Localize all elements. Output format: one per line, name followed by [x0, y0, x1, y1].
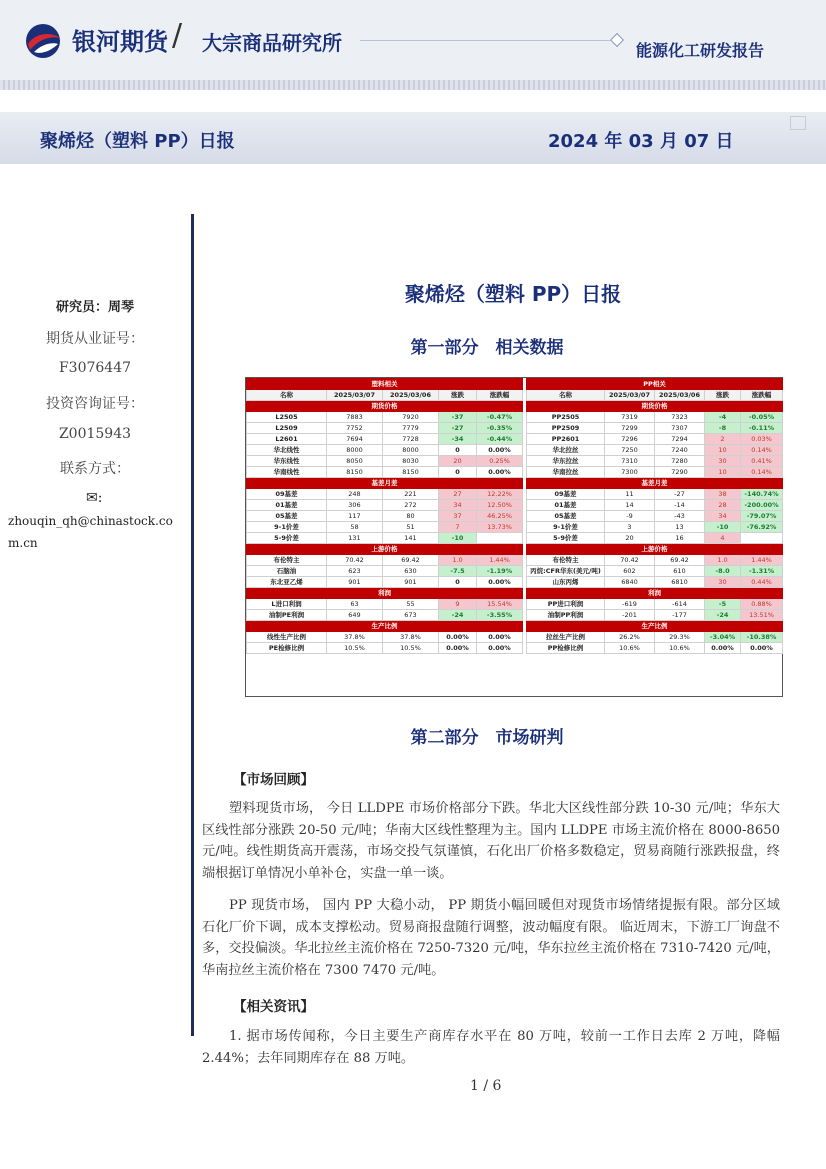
row-name: 丙烷:CFR华东(美元/吨) — [527, 566, 605, 577]
value-current: 26.2% — [605, 632, 655, 643]
value-previous: 7294 — [655, 434, 705, 445]
change-percent: 0.00% — [477, 643, 523, 654]
value-current: 11 — [605, 489, 655, 500]
value-current: -201 — [605, 610, 655, 621]
row-name: 华东拉丝 — [527, 456, 605, 467]
header-deco-line — [360, 40, 610, 41]
row-name: 9-1价差 — [247, 522, 327, 533]
section-label: 期货价格 — [527, 401, 783, 412]
column-header: 涨跌 — [705, 390, 741, 401]
change-percent: 0.88% — [741, 599, 783, 610]
table-row — [247, 511, 523, 522]
change-value: 1.0 — [705, 555, 741, 566]
value-previous: 610 — [655, 566, 705, 577]
value-current: 6840 — [605, 577, 655, 588]
section-label: 利润 — [527, 588, 783, 599]
value-current: 248 — [327, 489, 383, 500]
pp-table — [526, 378, 783, 654]
table-row — [527, 412, 783, 423]
value-previous: 7290 — [655, 467, 705, 478]
change-value: -27 — [439, 423, 477, 434]
change-value: -10 — [705, 522, 741, 533]
table-row — [247, 632, 523, 643]
table-title: PP相关 — [527, 379, 783, 390]
row-name: PE检修比例 — [247, 643, 327, 654]
row-name: 华东线性 — [247, 456, 327, 467]
plastic-table — [246, 378, 523, 654]
change-value: -24 — [439, 610, 477, 621]
value-current: 7694 — [327, 434, 383, 445]
change-value: 0.00% — [439, 643, 477, 654]
title-bar-deco — [790, 116, 806, 130]
table-row — [527, 610, 783, 621]
value-current: 117 — [327, 511, 383, 522]
change-value: 2 — [705, 434, 741, 445]
section-row — [527, 621, 783, 632]
section-row — [247, 544, 523, 555]
change-percent: -79.07% — [741, 511, 783, 522]
row-name: 01基差 — [527, 500, 605, 511]
value-current: 10.5% — [327, 643, 383, 654]
change-percent: 0.14% — [741, 445, 783, 456]
table-row — [247, 445, 523, 456]
table-title: 塑料相关 — [247, 379, 523, 390]
section-row — [527, 544, 783, 555]
table-row — [527, 643, 783, 654]
change-percent: -3.55% — [477, 610, 523, 621]
table-row — [527, 566, 783, 577]
change-percent: 15.54% — [477, 599, 523, 610]
row-name: PP进口利润 — [527, 599, 605, 610]
value-previous: 37.8% — [383, 632, 439, 643]
section-row — [247, 588, 523, 599]
change-percent: 0.00% — [477, 445, 523, 456]
institute-name: 大宗商品研究所 — [202, 31, 342, 55]
change-value: 34 — [705, 511, 741, 522]
row-name: PP2601 — [527, 434, 605, 445]
section-label: 上游价格 — [247, 544, 523, 555]
change-value: 7 — [439, 522, 477, 533]
row-name: 油制PE利润 — [247, 610, 327, 621]
value-previous: 7728 — [383, 434, 439, 445]
section-row — [527, 588, 783, 599]
table-row — [247, 522, 523, 533]
value-previous: 141 — [383, 533, 439, 544]
value-previous: 7920 — [383, 412, 439, 423]
change-percent: -140.74% — [741, 489, 783, 500]
table-row — [527, 423, 783, 434]
row-name: L2505 — [247, 412, 327, 423]
table-row — [247, 500, 523, 511]
table-row — [527, 522, 783, 533]
row-name: 9-1价差 — [527, 522, 605, 533]
value-previous: 673 — [383, 610, 439, 621]
change-percent: -1.31% — [741, 566, 783, 577]
market-review-label: 【市场回顾】 — [233, 772, 314, 788]
row-name: 拉丝生产比例 — [527, 632, 605, 643]
change-percent: 0.14% — [741, 467, 783, 478]
value-previous: 80 — [383, 511, 439, 522]
value-previous: 8000 — [383, 445, 439, 456]
value-current: 7752 — [327, 423, 383, 434]
change-value: 4 — [705, 533, 741, 544]
change-value: -7.5 — [439, 566, 477, 577]
change-percent: 0.44% — [741, 577, 783, 588]
value-previous: 8150 — [383, 467, 439, 478]
column-header: 2025/03/06 — [655, 390, 705, 401]
change-percent: -0.44% — [477, 434, 523, 445]
page-number: 1 / 6 — [470, 1078, 502, 1094]
table-row — [527, 555, 783, 566]
table-row — [527, 577, 783, 588]
news-paragraph-1: 1. 据市场传闻称，今日主要生产商库存水平在 80 万吨，较前一工作日去库 2 万吨，降幅 2.44%；去年同期库存在 88 万吨。 — [202, 1029, 780, 1066]
section-label: 基差月差 — [247, 478, 523, 489]
section-row — [527, 401, 783, 412]
galaxy-logo-icon — [22, 22, 64, 60]
value-current: 7310 — [605, 456, 655, 467]
value-current: 7883 — [327, 412, 383, 423]
section-row — [247, 621, 523, 632]
section-label: 上游价格 — [527, 544, 783, 555]
table-row — [247, 456, 523, 467]
change-percent: 13.73% — [477, 522, 523, 533]
value-previous: 10.5% — [383, 643, 439, 654]
table-header-row — [527, 390, 783, 401]
row-name: L进口利润 — [247, 599, 327, 610]
value-current: 10.6% — [605, 643, 655, 654]
value-current: 623 — [327, 566, 383, 577]
row-name: PP2505 — [527, 412, 605, 423]
value-current: 14 — [605, 500, 655, 511]
value-current: 602 — [605, 566, 655, 577]
table-row — [527, 533, 783, 544]
value-previous: 901 — [383, 577, 439, 588]
change-percent: 0.00% — [477, 467, 523, 478]
change-value: -8 — [705, 423, 741, 434]
change-percent: 0.00% — [741, 643, 783, 654]
market-review-paragraph-2: PP 现货市场， 国内 PP 大稳小动， PP 期货小幅回暖但对现货市场情绪提振有限。部分区域石化厂价下调，成本支撑松动。贸易商报盘随行调整，波动幅度有限。 临近周末，下游工厂询盘不多，交投偏淡。华北拉丝主流价格在 7250-7320 元/吨，华东拉丝主流价格在 7310-7420 元/吨，华南拉丝主流价格在 7300 7470 元/吨。 — [202, 898, 780, 978]
report-title: 聚烯烃（塑料 PP）日报 — [40, 131, 235, 152]
value-previous: 7280 — [655, 456, 705, 467]
change-percent: 0.25% — [477, 456, 523, 467]
change-percent: 0.00% — [477, 577, 523, 588]
consult-number: Z0015943 — [58, 426, 132, 442]
row-name: PP2509 — [527, 423, 605, 434]
change-value: 34 — [439, 500, 477, 511]
row-name: 5-9价差 — [527, 533, 605, 544]
row-name: 线性生产比例 — [247, 632, 327, 643]
row-name: L2601 — [247, 434, 327, 445]
value-current: 70.42 — [327, 555, 383, 566]
value-previous: 7779 — [383, 423, 439, 434]
value-previous: 221 — [383, 489, 439, 500]
change-value: 20 — [439, 456, 477, 467]
value-previous: 7307 — [655, 423, 705, 434]
table-row — [247, 533, 523, 544]
change-value: -37 — [439, 412, 477, 423]
column-header: 名称 — [247, 390, 327, 401]
section-row — [527, 478, 783, 489]
change-percent: 12.22% — [477, 489, 523, 500]
value-current: 8050 — [327, 456, 383, 467]
section-1-heading: 第一部分 相关数据 — [410, 338, 564, 358]
change-percent: 12.50% — [477, 500, 523, 511]
change-value: -34 — [439, 434, 477, 445]
row-name: 华北拉丝 — [527, 445, 605, 456]
contact-email[interactable]: zhouqin_qh@chinastock.com.cn — [8, 514, 173, 550]
change-value: 30 — [705, 577, 741, 588]
value-current: 70.42 — [605, 555, 655, 566]
change-value: 0.00% — [705, 643, 741, 654]
value-current: 306 — [327, 500, 383, 511]
change-percent: -0.05% — [741, 412, 783, 423]
change-value: 10 — [705, 445, 741, 456]
change-percent — [477, 533, 523, 544]
value-current: 131 — [327, 533, 383, 544]
table-row — [247, 610, 523, 621]
row-name: 05基差 — [527, 511, 605, 522]
report-type: 能源化工研发报告 — [636, 41, 765, 60]
row-name: 石脑油 — [247, 566, 327, 577]
value-current: 7250 — [605, 445, 655, 456]
value-current: 58 — [327, 522, 383, 533]
table-row — [247, 643, 523, 654]
change-value: 28 — [705, 500, 741, 511]
change-percent — [741, 533, 783, 544]
main-title: 聚烯烃（塑料 PP）日报 — [404, 282, 622, 306]
value-previous: -177 — [655, 610, 705, 621]
header-band — [0, 80, 826, 90]
change-value: 10 — [705, 467, 741, 478]
change-value: 0 — [439, 445, 477, 456]
value-current: 20 — [605, 533, 655, 544]
change-percent: 0.00% — [477, 632, 523, 643]
value-current: 7300 — [605, 467, 655, 478]
value-previous: -43 — [655, 511, 705, 522]
row-name: 油制PP利润 — [527, 610, 605, 621]
section-2-heading: 第二部分 市场研判 — [410, 728, 564, 748]
table-row — [247, 412, 523, 423]
column-header: 名称 — [527, 390, 605, 401]
change-value: 0 — [439, 467, 477, 478]
table-title-row — [527, 379, 783, 390]
change-value: 27 — [439, 489, 477, 500]
value-current: 901 — [327, 577, 383, 588]
section-row — [247, 401, 523, 412]
analyst-name: 研究员：周琴 — [55, 300, 134, 315]
value-current: 8000 — [327, 445, 383, 456]
table-row — [527, 489, 783, 500]
report-date: 2024 年 03 月 07 日 — [548, 131, 734, 152]
row-name: PP检修比例 — [527, 643, 605, 654]
row-name: 09基差 — [527, 489, 605, 500]
change-percent: 0.41% — [741, 456, 783, 467]
value-previous: 69.42 — [383, 555, 439, 566]
change-percent: -0.11% — [741, 423, 783, 434]
table-row — [247, 423, 523, 434]
change-value: 30 — [705, 456, 741, 467]
value-previous: 29.3% — [655, 632, 705, 643]
change-value: -24 — [705, 610, 741, 621]
value-current: 7299 — [605, 423, 655, 434]
value-current: 3 — [605, 522, 655, 533]
value-previous: 10.6% — [655, 643, 705, 654]
table-row — [247, 467, 523, 478]
change-value: 0.00% — [439, 632, 477, 643]
value-current: 649 — [327, 610, 383, 621]
column-header: 涨跌 — [439, 390, 477, 401]
change-percent: -200.00% — [741, 500, 783, 511]
value-previous: 16 — [655, 533, 705, 544]
change-percent: -76.92% — [741, 522, 783, 533]
change-percent: 13.51% — [741, 610, 783, 621]
change-value: 0 — [439, 577, 477, 588]
table-row — [527, 445, 783, 456]
consult-label: 投资咨询证号： — [46, 396, 144, 412]
value-current: -619 — [605, 599, 655, 610]
table-row — [527, 599, 783, 610]
section-label: 利润 — [247, 588, 523, 599]
value-previous: 13 — [655, 522, 705, 533]
column-header: 2025/03/06 — [383, 390, 439, 401]
column-header: 2025/03/07 — [605, 390, 655, 401]
section-label: 生产比例 — [527, 621, 783, 632]
value-current: 8150 — [327, 467, 383, 478]
envelope-icon: ✉: — [86, 490, 103, 506]
value-previous: 8030 — [383, 456, 439, 467]
value-current: 7319 — [605, 412, 655, 423]
value-previous: -14 — [655, 500, 705, 511]
row-name: 华北线性 — [247, 445, 327, 456]
header-divider: / — [172, 18, 183, 53]
row-name: 华南线性 — [247, 467, 327, 478]
table-row — [527, 456, 783, 467]
row-name: 东北亚乙烯 — [247, 577, 327, 588]
change-percent: -0.47% — [477, 412, 523, 423]
section-label: 生产比例 — [247, 621, 523, 632]
cert-number: F3076447 — [58, 360, 132, 376]
table-row — [247, 577, 523, 588]
data-tables — [245, 377, 783, 697]
row-name: 5-9价差 — [247, 533, 327, 544]
row-name: 09基差 — [247, 489, 327, 500]
change-percent: 0.03% — [741, 434, 783, 445]
contact-label: 联系方式： — [60, 461, 130, 477]
change-percent: -0.35% — [477, 423, 523, 434]
value-previous: 51 — [383, 522, 439, 533]
section-row — [247, 478, 523, 489]
table-row — [247, 555, 523, 566]
table-header-row — [247, 390, 523, 401]
column-header: 涨跌幅 — [477, 390, 523, 401]
change-percent: 1.44% — [741, 555, 783, 566]
value-previous: -614 — [655, 599, 705, 610]
value-previous: 7323 — [655, 412, 705, 423]
value-current: -9 — [605, 511, 655, 522]
table-row — [527, 511, 783, 522]
table-row — [247, 489, 523, 500]
row-name: L2509 — [247, 423, 327, 434]
row-name: 山东丙烯 — [527, 577, 605, 588]
row-name: 布伦特主 — [247, 555, 327, 566]
row-name: 05基差 — [247, 511, 327, 522]
change-value: -5 — [705, 599, 741, 610]
table-row — [527, 500, 783, 511]
news-label: 【相关资讯】 — [233, 999, 314, 1015]
change-value: -3.04% — [705, 632, 741, 643]
table-row — [527, 632, 783, 643]
value-previous: 7240 — [655, 445, 705, 456]
table-row — [247, 599, 523, 610]
change-percent: -1.19% — [477, 566, 523, 577]
change-value: 37 — [439, 511, 477, 522]
column-header: 2025/03/07 — [327, 390, 383, 401]
change-percent: 46.25% — [477, 511, 523, 522]
brand-name: 银河期货 — [72, 28, 168, 56]
change-value: -10 — [439, 533, 477, 544]
value-previous: 6810 — [655, 577, 705, 588]
value-previous: 630 — [383, 566, 439, 577]
cert-label: 期货从业证号： — [46, 331, 144, 347]
value-current: 7296 — [605, 434, 655, 445]
table-row — [247, 434, 523, 445]
value-previous: 272 — [383, 500, 439, 511]
column-header: 涨跌幅 — [741, 390, 783, 401]
sidebar-divider — [191, 214, 194, 1036]
section-label: 基差月差 — [527, 478, 783, 489]
row-name: 布伦特主 — [527, 555, 605, 566]
value-previous: -27 — [655, 489, 705, 500]
table-row — [247, 566, 523, 577]
value-current: 37.8% — [327, 632, 383, 643]
row-name: 华南拉丝 — [527, 467, 605, 478]
value-previous: 55 — [383, 599, 439, 610]
value-current: 63 — [327, 599, 383, 610]
value-previous: 69.42 — [655, 555, 705, 566]
change-value: 38 — [705, 489, 741, 500]
change-value: 1.0 — [439, 555, 477, 566]
market-review-paragraph-1: 塑料现货市场， 今日 LLDPE 市场价格部分下跌。华北大区线性部分跌 10-30 元/吨；华东大区线性部分涨跌 20-50 元/吨；华南大区线性整理为主。国内 LLDPE 市场主流价格在 8000-8650 元/吨。线性期货高开震荡，市场交投气氛谨慎，石化出厂价格多数稳定，贸易商随行涨跌报盘，终端根据订单情况小单补仓，实盘一单一谈。 — [202, 801, 780, 881]
change-value: -4 — [705, 412, 741, 423]
table-row — [527, 467, 783, 478]
table-title-row — [247, 379, 523, 390]
change-value: -8.0 — [705, 566, 741, 577]
change-percent: 1.44% — [477, 555, 523, 566]
section-label: 期货价格 — [247, 401, 523, 412]
table-row — [527, 434, 783, 445]
change-value: 9 — [439, 599, 477, 610]
row-name: 01基差 — [247, 500, 327, 511]
change-percent: -10.38% — [741, 632, 783, 643]
